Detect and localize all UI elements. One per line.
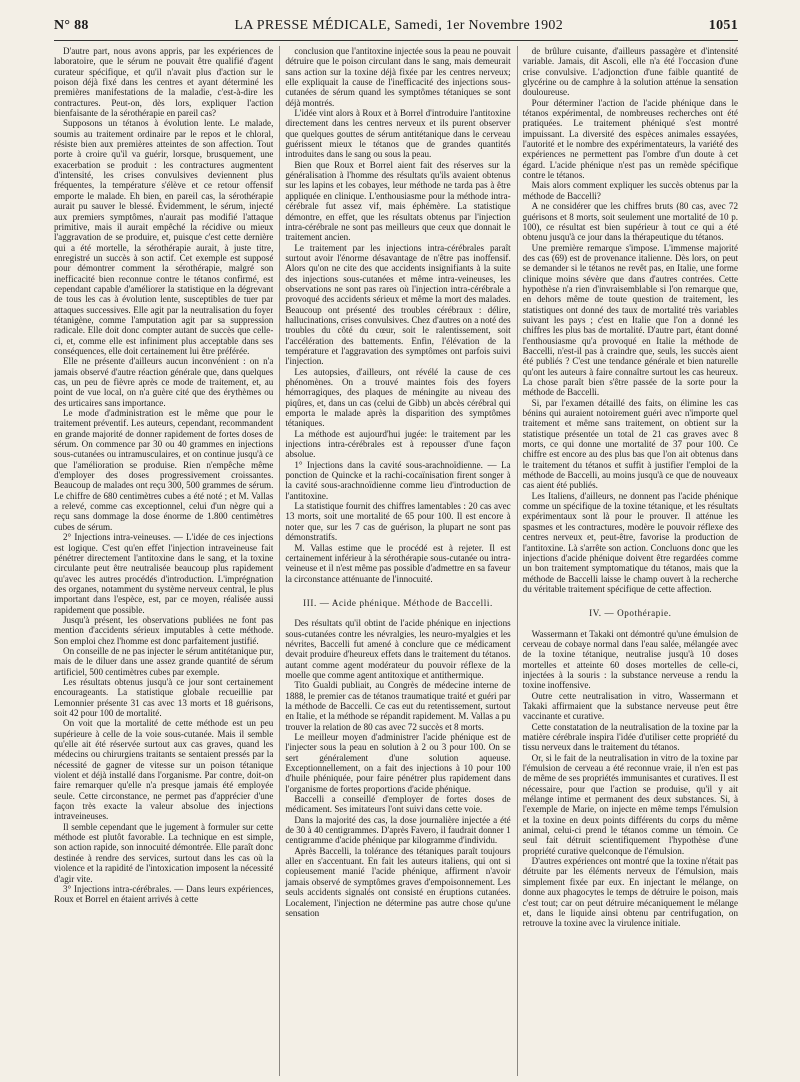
- paragraph: Après Baccelli, la tolérance des tétaniques paraît toujours aller en s'accentuant. En fait les auteurs italiens, qui ont si copieusement manié l'acide phénique, affirment n'avoir jamais observé de symptômes graves d'empoisonnement. Les seuls accidents signalés ont consisté en éruptions cutanées. Localement, l'injection ne détermine pas autre chose qu'une sensation: [285, 845, 511, 918]
- paragraph: Bien que Roux et Borrel aient fait des réserves sur la généralisation à l'homme des résultats qu'ils avaient obtenus sur les lapins et les cobayes, leur méthode ne tarda pas à être appliquée en clinique. L'enthousiasme pour la méthode intra-cérébrale fut assez vif, mais éphémère. La statistique démontre, en effet, que les résultats obtenus par l'injection intra-cérébrale ne sont pas meilleurs que ceux que donnait le traitement ancien.: [285, 159, 511, 243]
- paragraph: 2° Injections intra-veineuses. — L'idée de ces injections est logique. C'est qu'en effet l'injection intraveineuse fait pénétrer directement l'antitoxine dans le sang, et la toxine circulante peut être neutralisée beaucoup plus rapidement qu'avec les autres procédés d'introduction. L'imprégnation des organes, notamment du système nerveux central, le plus important dans l'espèce, est, par ce moyen, réalisée aussi rapidement que possible.: [54, 532, 274, 615]
- paragraph: Pour déterminer l'action de l'acide phénique dans le tétanos expérimental, de nombreuses recherches ont été pratiquées. Le traitement phéniqué s'est montré impuissant. La diversité des espèces animales essayées, l'autorité et le nombre des expérimentateurs, la variété des expériences ne permettent pas l'ombre d'un doute à cet égard. L'acide phénique n'est pas un remède spécifique contre le tétanos.: [522, 97, 739, 181]
- paragraph: Les Italiens, d'ailleurs, ne donnent pas l'acide phénique comme un spécifique de la toxine tétanique, et les résultats expérimentaux sont là pour le prouver. Il atténue les spasmes et les contractures, modère le pouvoir réflexe des centres nerveux et, peut-être, favorise la production de l'antitoxine. Là s'arrête son action. Concluons donc que les injections d'acide phénique doivent être regardées comme un bon traitement symptomatique du tétanos, mais que la méthode de Baccelli laisse le champ ouvert à la recherche du véritable traitement spécifique de cette affection.: [522, 490, 739, 594]
- paragraph: Les autopsies, d'ailleurs, ont révélé la cause de ces phénomènes. On a trouvé maintes fois des foyers hémorragiques, des plaques de méningite au niveau des piqûres, et, dans un cas (celui de Gibb) un abcès cérébral qui emporta le malade après la disparition des symptômes tétaniques.: [285, 366, 511, 429]
- paragraph: On voit que la mortalité de cette méthode est un peu supérieure à celle de la voie sous-cutanée. Mais il semble qu'elle ait été réservée surtout aux cas graves, quand les médecins ou chirurgiens traitants se sentaient pressés par la nécessité de gagner de vitesse sur un poison tétanique violent et déjà installé dans l'organisme. Par contre, doit-on faire remarquer qu'elle n'a presque jamais été employée seule. Cette circonstance, ne permet pas d'apprécier d'une façon très exacte la valeur absolue des injections intraveineuses.: [54, 718, 274, 822]
- column-3: [523, 46, 738, 1076]
- paragraph: Le mode d'administration est le même que pour le traitement préventif. Les auteurs, cependant, recommandent en grande majorité de donner rapidement de fortes doses de sérum. On commence par 30 ou 40 grammes en injections sous-cutanées ou intramusculaires, et on continue jusqu'à ce que l'amélioration se produise. Rien n'empêche même d'employer des doses progressivement croissantes. Beaucoup de malades ont reçu 300, 500 grammes de sérum. Le chiffre de 680 centimètres cubes a été noté ; et M. Vallas a relevé, comme cas exceptionnel, celui d'un nègre qui a reçu sans dommage la dose énorme de 1.800 centimètres cubes de sérum.: [54, 408, 274, 532]
- paragraph: M. Vallas estime que le procédé est à rejeter. Il est certainement inférieur à la sérothérapie sous-cutanée ou intra-veineuse et il n'est même pas possible d'admettre en sa faveur la circonstance atténuante de l'innocuité.: [285, 542, 511, 584]
- paragraph: Une première remarque s'impose. L'immense majorité des cas (69) est de provenance italienne. Dès lors, on peut se demander si le tétanos ne revêt pas, en Italie, une forme clinique moins sévère que dans d'autres contrées. Cette hypothèse n'a rien d'invraisemblable si l'on remarque que, en dehors même de toute question de traitement, les statistiques ont donné des taux de mortalité très variables suivant les pays ; c'est en Italie que l'on a donné les chiffres les plus bas de mortalité. D'autre part, étant donné l'enthousiasme qu'a provoqué en Italie la méthode de Baccelli, n'est-il pas à craindre que, seuls, les succès aient été publiés ? C'est une tendance générale et bien naturelle qu'ont les auteurs à faire connaître surtout les cas heureux. La chose paraît bien s'être passée de la sorte pour la méthode de Baccelli.: [522, 242, 739, 398]
- column-divider: [511, 46, 523, 1076]
- paragraph: conclusion que l'antitoxine injectée sous la peau ne pouvait détruire que le poison circulant dans le sang, mais demeurait sans action sur la toxine déjà fixée par les centres nerveux; elle expliquait la cause de l'inefficacité des injections sous-cutanées de sérum quand les symptômes tétaniques se sont déjà montrés.: [285, 46, 511, 108]
- issue-number: N° 88: [54, 18, 89, 33]
- paragraph: Tito Gualdi publiait, au Congrès de médecine interne de 1888, le premier cas de tétanos traumatique traité et guéri par la méthode de Baccelli. Ce cas eut du retentissement, surtout en Italie, et la méthode se répandit rapidement. M. Vallas a pu trouver la relation de 80 cas avec 72 succès et 8 morts.: [285, 680, 511, 732]
- paragraph: On conseille de ne pas injecter le sérum antitétanique pur, mais de le diluer dans une assez grande quantité de sérum artificiel, 500 centimètres cubes par exemple.: [54, 645, 274, 677]
- page-header: [54, 18, 738, 40]
- paragraph: Le traitement par les injections intra-cérébrales paraît surtout avoir l'énorme désavantage de n'être pas inoffensif. Alors qu'on ne cite des que accidents insignifiants à la suite des injections sous-cutanées et même intra-veineuses, les observations ne sont pas rares où l'injection intra-cérébrale a provoqué des accidents sérieux et même la mort des malades. Beaucoup ont présenté des troubles cérébraux : délire, hallucinations, crises convulsives. Chez d'autres on a noté des troubles du côté du cœur, soit le ralentissement, soit l'accélération des battements. Enfin, l'élévation de la température et l'aggravation des symptômes ont parfois suivi l'injection.: [285, 242, 511, 367]
- header-rule: [54, 40, 738, 41]
- journal-title: LA PRESSE MÉDICALE, Samedi, 1er Novembre 1902: [234, 18, 563, 33]
- paragraph: Baccelli a conseillé d'employer de fortes doses de médicament. Ses imitateurs l'ont suivi dans cette voie.: [285, 794, 511, 815]
- paragraph: Si, par l'examen détaillé des faits, on élimine les cas bénins qui auraient notoirement guéri avec n'importe quel traitement et même sans traitement, on obtient sur la statistique présentée un total de 21 cas graves avec 8 morts, ce qui donne une mortalité de 37 pour 100. Ce chiffre est encore au des plus bas que l'on ait obtenus dans le traitement du tétanos et suffit à justifier l'emploi de la méthode de Baccelli, au moins jusqu'à ce que de nouveaux cas aient été publiés.: [522, 397, 739, 491]
- paragraph: Or, si le fait de la neutralisation in vitro de la toxine par l'émulsion de cerveau a été reconnue vraie, il n'en est pas de même de ses propriétés immunisantes et curatives. Il est nécessaire, pour que l'action se produise, qu'il y ait mélange intime et permanent des deux substances. Si, à l'exemple de Marie, on injecte en même temps l'émulsion et la toxine en deux points différents du corps du même animal, celui-ci prend le tétanos comme un témoin. Ce seul fait détruit scientifiquement l'hypothèse d'une propriété curative quelconque de l'émulsion.: [522, 752, 739, 856]
- text-columns: [54, 46, 738, 1076]
- paragraph: Cette constatation de la neutralisation de la toxine par la matière cérébrale inspira l'idée d'utiliser cette propriété du tissu nerveux dans le traitement du tétanos.: [522, 721, 739, 753]
- paragraph: D'autre part, nous avons appris, par les expériences de laboratoire, que le sérum ne pouvait être qualifié d'agent curateur spécifique, et qu'il n'avait plus d'action sur le poison déjà fixé dans les centres et ayant déterminé les premières manifestations de la maladie, c'est-à-dire les contractures. Peut-on, dès lors, expliquer l'action bienfaisante de la sérothérapie en pareil cas?: [54, 46, 274, 119]
- paragraph: La méthode est aujourd'hui jugée: le traitement par les injections intra-cérébrales est à repousser d'une façon absolue.: [285, 428, 511, 460]
- paragraph: A ne considérer que les chiffres bruts (80 cas, avec 72 guérisons et 8 morts, soit seulement une mortalité de 10 p. 100), ce résultat est bien supérieur à tout ce qui a été obtenu jusqu'à ce jour dans la thérapeutique du tétanos.: [522, 201, 739, 243]
- paragraph: 1° Injections dans la cavité sous-arachnoïdienne. — La ponction de Quincke et la rachi-cocaïnisation firent songer à la cavité sous-arachnoïdienne comme lieu d'introduction de l'antitoxine.: [285, 459, 511, 501]
- paragraph: Supposons un tétanos à évolution lente. Le malade, soumis au traitement ordinaire par le repos et le chloral, résiste bien aux premières atteintes de son affection. Tout porte à croire qu'il va guérir, lorsque, brusquement, une exacerbation se produit : les contractures augmentent d'intensité, les crises convulsives deviennent plus fréquentes, la température s'élève et ce retour offensif emporte le malade. Eh bien, en pareil cas, la sérothérapie aurait pu sauver le blessé. Évidemment, le sérum, injecté aux premiers symptômes, n'aurait pas modifié l'attaque primitive, mais il aurait empêché la récidive ou mieux l'aggravation de se produire, et, puisque c'est cette dernière qui a été mortelle, la sérothérapie aurait, à juste titre, enregistré un succès à son actif. Cet exemple est supposé pour démontrer comment la sérothérapie, malgré son inefficacité bien reconnue contre le tétanos confirmé, est cependant capable d'améliorer la statistique en la dégrevant de tous les cas à évolution lente, susceptibles de tuer par attaques successives. Elle agit par la neutralisation du foyer tétanigène, comme l'amputation agit par sa suppression radicale. Elle doit donc compter autant de succès que celle-ci, et, comme elle est infiniment plus acceptable dans ses conséquences, elle doit certainement lui être préférée.: [54, 118, 274, 356]
- paragraph: Le meilleur moyen d'administrer l'acide phénique est de l'injecter sous la peau en solution à 2 ou 3 pour 100. On se sert généralement d'une solution aqueuse. Exceptionnellement, on a fait des injections à 10 pour 100 d'huile phéniquée, pour faire pénétrer plus rapidement dans l'organisme de fortes proportions d'acide phénique.: [285, 732, 511, 794]
- paragraph: Dans la majorité des cas, la dose journalière injectée a été de 30 à 40 centigrammes. D'après Favero, il faudrait donner 1 centigramme d'acide phénique par kilogramme d'individu.: [285, 814, 511, 846]
- paragraph: Jusqu'à présent, les observations publiées ne font pas mention d'accidents sérieux imputables à cette méthode. Son emploi chez l'homme est donc parfaitement justifié.: [54, 614, 274, 646]
- paragraph: L'idée vint alors à Roux et à Borrel d'introduire l'antitoxine directement dans les centres nerveux et ils purent observer que quelques gouttes de sérum antitétanique dans le cerveau guérissent mieux le tétanos que de grandes quantités introduites dans le sang ou sous la peau.: [285, 108, 511, 160]
- paragraph: La statistique fournit des chiffres lamentables : 20 cas avec 13 morts, soit une mortalité de 65 pour 100. Il est encore à noter que, sur les 7 cas de guérison, la plupart ne sont pas démonstratifs.: [285, 501, 511, 543]
- paragraph: Mais alors comment expliquer les succès obtenus par la méthode de Baccelli?: [522, 180, 739, 201]
- column-divider: [273, 46, 285, 1076]
- paragraph: 3° Injections intra-cérébrales. — Dans leurs expériences, Roux et Borrel en étaient arrivés à cette: [54, 883, 274, 905]
- paragraph: Des résultats qu'il obtint de l'acide phénique en injections sous-cutanées contre les névralgies, les neuro-myalgies et les névrites, Baccelli fut amené à conclure que ce médicament devait produire d'heureux effets dans le traitement du tétanos. autant comme agent modérateur du pouvoir réflexe de la moelle que comme agent antitoxique et antithermique.: [285, 618, 511, 680]
- page-number: 1051: [708, 18, 738, 33]
- column-2: [285, 46, 510, 1076]
- paragraph: D'autres expériences ont montré que la toxine n'était pas détruite par les éléments nerveux de l'émulsion, mais simplement fixée par eux. En injectant le mélange, on donne aux phagocytes le temps de détruire le poison, mais c'est tout; car on peut détruire mécaniquement le mélange et, dans le liquide ainsi obtenu par centrifugation, on retrouve la toxine avec la virulence initiale.: [522, 856, 739, 929]
- section-heading: III. — Acide phénique. Méthode de Baccelli.: [303, 597, 493, 608]
- paragraph: Elle ne présente d'ailleurs aucun inconvénient : on n'a jamais observé d'autre réaction générale que, dans quelques cas, un peu de fièvre après ce mode de traitement, et, au point de vue local, on n'a guère cité que des érythèmes ou des urticaires sans importance.: [54, 356, 274, 408]
- paragraph: Il semble cependant que le jugement à formuler sur cette méthode est plutôt favorable. La technique en est simple, son action rapide, son innocuité démontrée. Elle paraît donc destinée à rendre des services, surtout dans les cas où la violence et la rapidité de l'intoxication imposent la nécessité d'agir vite.: [54, 821, 274, 884]
- paragraph: Outre cette neutralisation in vitro, Wassermann et Takaki affirmaient que la substance nerveuse peut être vaccinante et curative.: [522, 690, 739, 722]
- section-heading: IV. — Opothérapie.: [589, 608, 672, 619]
- paragraph: Wassermann et Takaki ont démontré qu'une émulsion de cerveau de cobaye normal dans l'eau salée, mélangée avec de la toxine tétanique, neutralise jusqu'à 10 doses mortelles et atteinte 60 doses mortelles de celle-ci, injectées à la souris : la substance nerveuse a rendu la toxine inoffensive.: [522, 628, 739, 691]
- column-1: [54, 46, 273, 1076]
- paragraph: de brûlure cuisante, d'ailleurs passagère et d'intensité variable. Jamais, dit Ascoli, elle n'a été l'occasion d'une crise convulsive. L'adjonction d'une faible quantité de glycérine ou de camphre à la solution atténue la sensation douloureuse.: [522, 46, 739, 98]
- paragraph: Les résultats obtenus jusqu'à ce jour sont certainement encourageants. La statistique globale recueillie par Lemonnier présente 31 cas avec 13 morts et 18 guérisons, soit 42 pour 100 de mortalité.: [54, 676, 274, 718]
